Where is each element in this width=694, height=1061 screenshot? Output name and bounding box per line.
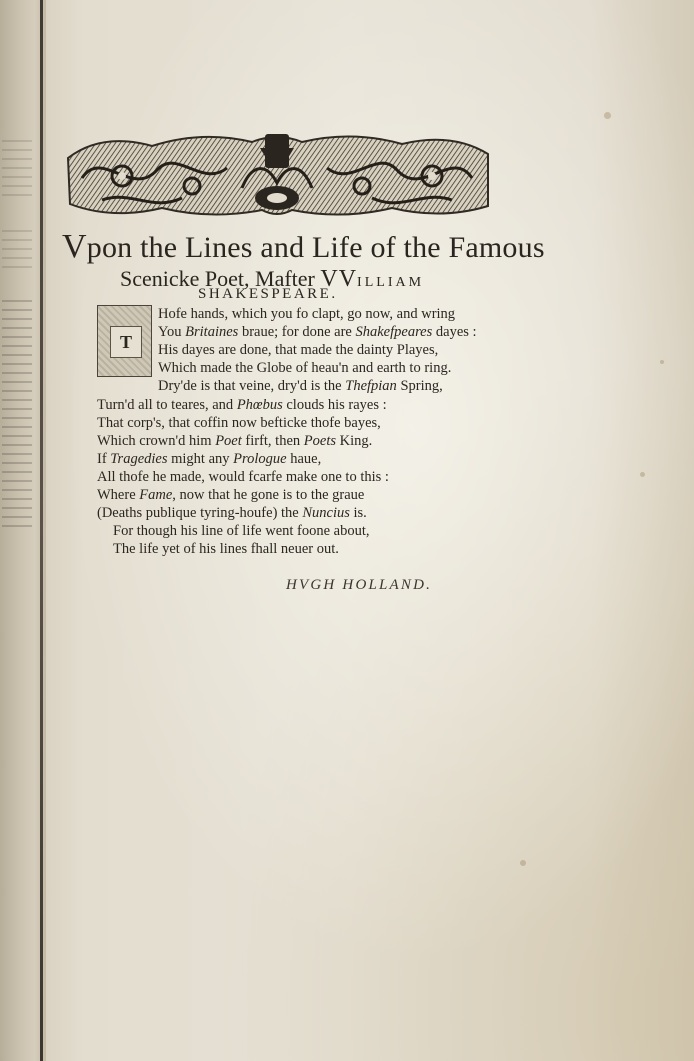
poem-text: might any — [167, 451, 234, 467]
poem-text: clouds his rayes : — [282, 397, 387, 413]
poem-text: If — [97, 451, 111, 467]
paper-stain — [520, 860, 526, 866]
poem-line — [97, 486, 364, 504]
poem-text: All thofe he made, would fcarfe make one to this : — [97, 469, 389, 485]
poem-text: haue, — [286, 451, 322, 467]
poem-line — [158, 377, 443, 395]
poem-italic-word: Poet — [215, 433, 242, 449]
paper-stain — [660, 360, 664, 364]
poem-line — [97, 468, 389, 486]
poem-text: Where — [97, 487, 140, 503]
poem-text: firft, then — [241, 433, 304, 449]
poem-text: Which crown'd him — [97, 433, 216, 449]
poem-line — [158, 323, 477, 341]
poem-line — [97, 396, 387, 414]
title-initial: V — [62, 228, 87, 265]
title-line-2-text: Scenicke Poet, Mafter — [120, 266, 321, 291]
poem-italic-word: Shakefpeares — [355, 324, 433, 340]
poem-line — [97, 450, 321, 468]
show-through-text — [2, 140, 32, 200]
decorated-initial-block — [97, 305, 152, 377]
poem-line — [97, 414, 381, 432]
woodcut-headpiece-ornament — [62, 128, 492, 220]
poem-text: King. — [336, 433, 373, 449]
poem-line — [158, 305, 455, 323]
title-name-initial: VV — [320, 266, 358, 292]
poem-line — [158, 359, 451, 377]
poem-text: Dry'de is that veine, dry'd is the — [158, 378, 346, 394]
poem-text: is. — [349, 505, 367, 521]
poem-line — [113, 522, 370, 540]
paper-stain — [604, 112, 611, 119]
poem-line — [97, 432, 372, 450]
poem-line — [97, 504, 367, 522]
poem-italic-word: Tragedies — [110, 451, 168, 467]
poem-text: Hofe hands, which you fo clapt, go now, and wring — [158, 306, 456, 322]
poem-italic-word: Thefpian — [345, 378, 397, 394]
poem-text: Spring, — [396, 378, 443, 394]
poem-text: Which made the Globe of heau'n and earth to ring. — [158, 360, 452, 376]
poem-italic-word: Prologue — [233, 451, 287, 467]
poem-title-line-1 — [62, 228, 545, 266]
show-through-text — [2, 300, 32, 530]
paper-stain — [640, 472, 645, 477]
poem-text: That corp's, that coffin now befticke thofe bayes, — [97, 415, 381, 431]
poem-text: The life yet of his lines fhall neuer out. — [113, 541, 339, 557]
poem-line — [158, 341, 438, 359]
poem-text: (Deaths publique tyring-houfe) the — [97, 505, 303, 521]
title-line-1-text: pon the Lines and Life of the Famous — [86, 231, 545, 264]
show-through-text — [2, 230, 32, 270]
poem-text: You — [158, 324, 186, 340]
poem-text: dayes : — [432, 324, 477, 340]
poem-text: His dayes are done, that made the dainty Playes, — [158, 342, 439, 358]
poem-italic-word: Phœbus — [236, 397, 283, 413]
poem-italic-word: Poets — [303, 433, 336, 449]
poem-italic-word: Britaines — [185, 324, 239, 340]
author-signature: HVGH HOLLAND. — [286, 577, 433, 593]
poem-text: , now that he gone is to the graue — [172, 487, 365, 503]
poem-line — [113, 540, 339, 558]
poem-italic-word: Fame — [139, 487, 173, 503]
poem-title-line-3: SHAKESPEARE. — [198, 286, 338, 302]
poem-text: braue; for done are — [238, 324, 356, 340]
title-name-rest: ILLIAM — [357, 275, 425, 290]
page-edge-line — [40, 0, 43, 1061]
poem-italic-word: Nuncius — [302, 505, 350, 521]
poem-text: Turn'd all to teares, and — [97, 397, 237, 413]
decorated-initial-letter: T — [110, 326, 142, 358]
poem-text: For though his line of life went foone about, — [113, 523, 370, 539]
